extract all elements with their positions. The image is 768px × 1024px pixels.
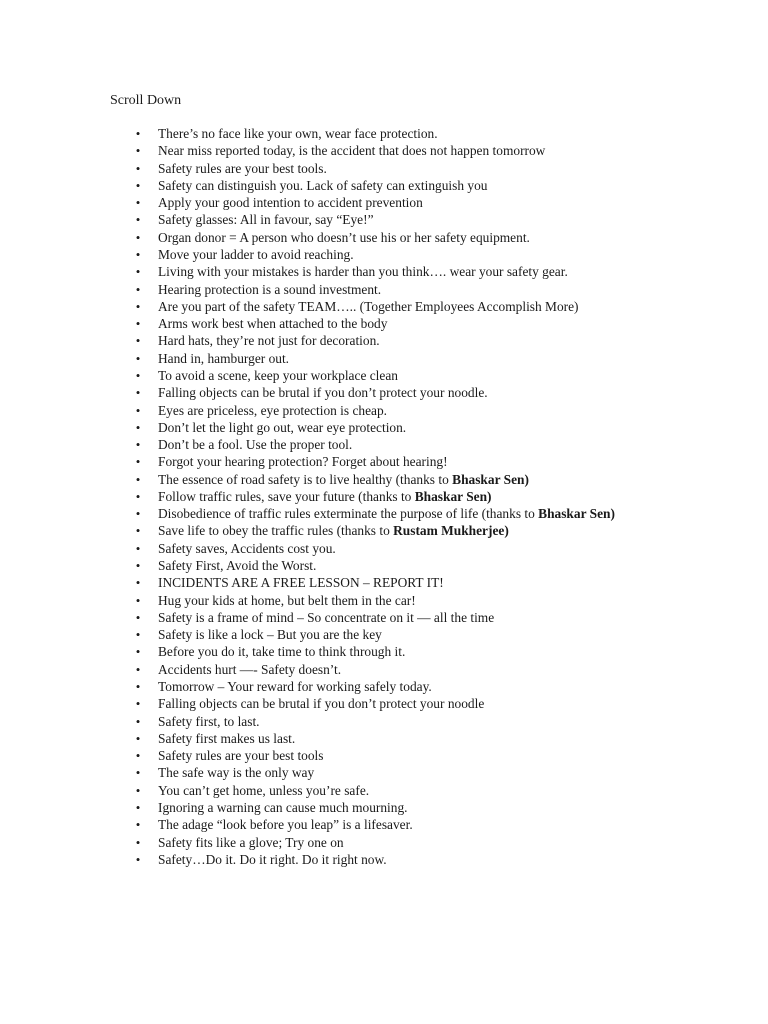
- list-item: [0, 315, 768, 332]
- item-text: Safety fits like a glove; Try one on: [158, 834, 344, 850]
- bullet-icon: •: [135, 419, 141, 435]
- list-item: [0, 557, 768, 574]
- bullet-icon: •: [135, 454, 141, 470]
- bullet-icon: •: [135, 229, 141, 245]
- list-item: [0, 505, 768, 522]
- item-text: Safety first makes us last.: [158, 730, 296, 746]
- bullet-icon: •: [135, 748, 141, 764]
- item-text: Safety first, to last.: [158, 713, 260, 729]
- list-item: [0, 695, 768, 712]
- item-text: You can’t get home, unless you’re safe.: [158, 782, 370, 798]
- credit-name: Bhaskar Sen): [414, 488, 492, 504]
- item-text: The essence of road safety is to live healthy (thanks to: [158, 471, 453, 487]
- bullet-icon: •: [135, 246, 141, 262]
- item-text: Hand in, hamburger out.: [158, 350, 290, 366]
- bullet-icon: •: [135, 143, 141, 159]
- bullet-icon: •: [135, 523, 141, 539]
- list-item: [0, 730, 768, 747]
- item-text: Hard hats, they’re not just for decoration.: [158, 333, 380, 349]
- list-item: [0, 851, 768, 868]
- item-text: Don’t let the light go out, wear eye protection.: [158, 419, 407, 435]
- item-text: Safety rules are your best tools.: [158, 160, 327, 176]
- item-text: Accidents hurt —- Safety doesn’t.: [158, 661, 342, 677]
- item-text: Living with your mistakes is harder than you think…. wear your safety gear.: [158, 264, 568, 280]
- list-item: [0, 453, 768, 470]
- bullet-icon: •: [135, 281, 141, 297]
- item-text: Disobedience of traffic rules exterminate the purpose of life (thanks to: [158, 506, 539, 522]
- item-text: Near miss reported today, is the accident that does not happen tomorrow: [158, 143, 546, 159]
- item-text: Safety saves, Accidents cost you.: [158, 540, 336, 556]
- item-text: Are you part of the safety TEAM….. (Together Employees Accomplish More): [158, 298, 579, 314]
- credit-name: Bhaskar Sen): [538, 506, 615, 522]
- bullet-icon: •: [135, 506, 141, 522]
- bullet-icon: •: [135, 471, 141, 487]
- list-item: [0, 834, 768, 851]
- item-text: Hug your kids at home, but belt them in the car!: [158, 592, 416, 608]
- item-text: Save life to obey the traffic rules (thanks to: [158, 523, 394, 539]
- item-text: Safety First, Avoid the Worst.: [158, 558, 317, 574]
- bullet-icon: •: [135, 385, 141, 401]
- bullet-icon: •: [135, 212, 141, 228]
- bullet-icon: •: [135, 679, 141, 694]
- item-text: Don’t be a fool. Use the proper tool.: [158, 437, 353, 453]
- item-text: Safety is like a lock – But you are the key: [158, 627, 382, 643]
- item-text: Eyes are priceless, eye protection is cheap.: [158, 402, 388, 418]
- bullet-icon: •: [135, 661, 141, 677]
- list-item: [0, 471, 768, 488]
- list-item: [0, 574, 768, 591]
- bullet-icon: •: [135, 298, 141, 314]
- list-item: [0, 609, 768, 626]
- list-item: [0, 298, 768, 315]
- bullet-icon: •: [135, 488, 141, 504]
- item-text: Safety is a frame of mind – So concentrate on it — all the time: [158, 609, 495, 625]
- item-text: There’s no face like your own, wear face protection.: [158, 126, 438, 141]
- list-item: [0, 419, 768, 436]
- credit-name: Bhaskar Sen): [452, 471, 529, 487]
- item-text: Forgot your hearing protection? Forget about hearing!: [158, 454, 448, 470]
- list-item: [0, 626, 768, 643]
- bullet-icon: •: [135, 402, 141, 418]
- list-item: [0, 488, 768, 505]
- item-text: Before you do it, take time to think through it.: [158, 644, 406, 660]
- list-item: [0, 211, 768, 228]
- bullet-icon: •: [135, 713, 141, 729]
- list-item: [0, 643, 768, 660]
- list-item: [0, 678, 768, 695]
- page-heading: Scroll Down: [110, 93, 182, 108]
- item-text: Tomorrow – Your reward for working safely today.: [158, 679, 432, 694]
- list-item: [0, 332, 768, 349]
- list-item: [0, 661, 768, 678]
- bullet-icon: •: [135, 264, 141, 280]
- list-item: [0, 263, 768, 280]
- bullet-icon: •: [135, 765, 141, 781]
- bullet-icon: •: [135, 350, 141, 366]
- item-text: Safety can distinguish you. Lack of safety can extinguish you: [158, 177, 488, 193]
- bullet-icon: •: [135, 592, 141, 608]
- bullet-icon: •: [135, 575, 141, 591]
- list-item: [0, 402, 768, 419]
- list-item: [0, 522, 768, 539]
- bullet-icon: •: [135, 834, 141, 850]
- item-text: Arms work best when attached to the body: [158, 316, 388, 332]
- item-text: Follow traffic rules, save your future (thanks to: [158, 488, 415, 504]
- bullet-icon: •: [135, 627, 141, 643]
- list-item: [0, 592, 768, 609]
- list-item: [0, 799, 768, 816]
- bullet-icon: •: [135, 558, 141, 574]
- list-item: [0, 142, 768, 159]
- list-item: [0, 194, 768, 211]
- list-item: [0, 367, 768, 384]
- bullet-icon: •: [135, 730, 141, 746]
- bullet-icon: •: [135, 696, 141, 712]
- list-item: [0, 782, 768, 799]
- list-item: [0, 540, 768, 557]
- bullet-icon: •: [135, 609, 141, 625]
- bullet-icon: •: [135, 316, 141, 332]
- item-text: Falling objects can be brutal if you don’t protect your noodle.: [158, 385, 488, 401]
- item-text: Hearing protection is a sound investment.: [158, 281, 382, 297]
- item-text: Falling objects can be brutal if you don’t protect your noodle: [158, 696, 485, 712]
- item-text: The safe way is the only way: [158, 765, 315, 781]
- bullet-icon: •: [135, 195, 141, 211]
- bullet-icon: •: [135, 782, 141, 798]
- item-text: Safety…Do it. Do it right. Do it right now.: [158, 851, 387, 867]
- bullet-icon: •: [135, 367, 141, 383]
- item-text: Safety rules are your best tools: [158, 748, 324, 764]
- list-item: [0, 747, 768, 764]
- bullet-icon: •: [135, 540, 141, 556]
- item-text: INCIDENTS ARE A FREE LESSON – REPORT IT!: [158, 575, 444, 591]
- item-text: Ignoring a warning can cause much mourning.: [158, 799, 408, 815]
- item-text: Safety glasses: All in favour, say “Eye!”: [158, 212, 374, 228]
- credit-name: Rustam Mukherjee): [393, 523, 509, 539]
- list-item: [0, 125, 768, 142]
- list-item: [0, 350, 768, 367]
- list-item: [0, 229, 768, 246]
- bullet-icon: •: [135, 437, 141, 453]
- list-item: [0, 160, 768, 177]
- item-text: The adage “look before you leap” is a lifesaver.: [158, 817, 413, 833]
- list-item: [0, 816, 768, 833]
- slogan-list: [0, 125, 768, 868]
- item-text: To avoid a scene, keep your workplace clean: [158, 367, 398, 383]
- bullet-icon: •: [135, 644, 141, 660]
- list-item: [0, 384, 768, 401]
- bullet-icon: •: [135, 333, 141, 349]
- bullet-icon: •: [135, 126, 141, 141]
- bullet-icon: •: [135, 799, 141, 815]
- list-item: [0, 246, 768, 263]
- list-item: [0, 281, 768, 298]
- list-item: [0, 713, 768, 730]
- bullet-icon: •: [135, 817, 141, 833]
- bullet-icon: •: [135, 160, 141, 176]
- bullet-icon: •: [135, 177, 141, 193]
- item-text: Organ donor = A person who doesn’t use his or her safety equipment.: [158, 229, 530, 245]
- item-text: Apply your good intention to accident prevention: [158, 195, 423, 211]
- list-item: [0, 436, 768, 453]
- list-item: [0, 177, 768, 194]
- item-text: Move your ladder to avoid reaching.: [158, 246, 354, 262]
- bullet-icon: •: [135, 851, 141, 867]
- list-item: [0, 764, 768, 781]
